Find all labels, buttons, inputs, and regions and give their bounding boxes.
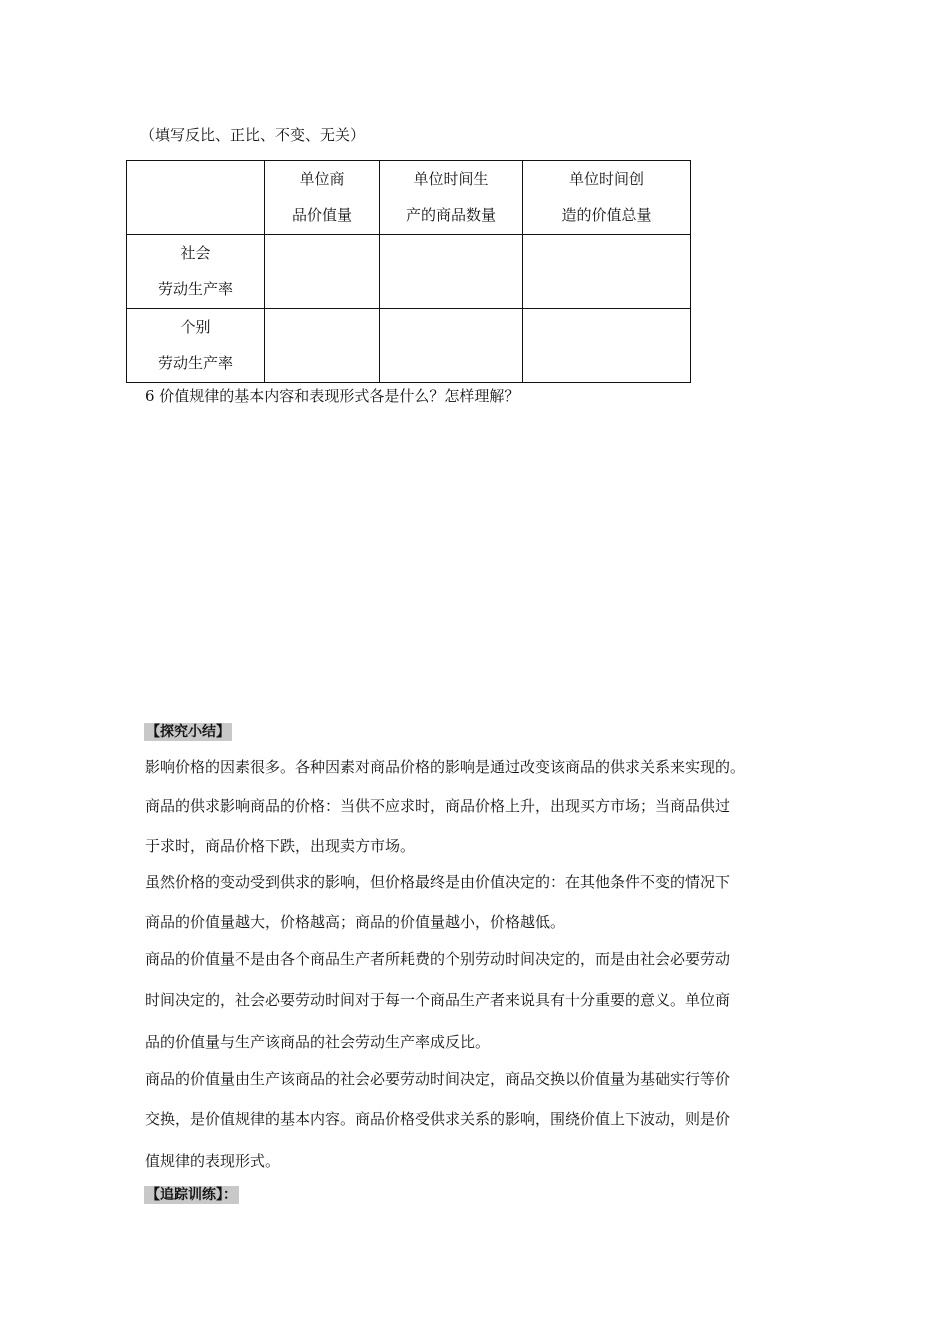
- summary-line: 影响价格的因素很多。各种因素对商品价格的影响是通过改变该商品的供求关系来实现的。: [145, 758, 746, 776]
- summary-line: 时间决定的，社会必要劳动时间对于每一个商品生产者来说具有十分重要的意义。单位商: [145, 991, 731, 1009]
- question-6: 6 价值规律的基本内容和表现形式各是什么？怎样理解？: [145, 387, 520, 405]
- header-text: 单位商: [299, 170, 345, 188]
- header-unit-time-quantity: [380, 161, 523, 235]
- table-corner-cell: [127, 161, 265, 235]
- summary-line: 商品的供求影响商品的价格：当供不应求时，商品价格上升，出现买方市场；当商品供过: [145, 797, 731, 815]
- row-label-text: 社会: [180, 244, 211, 262]
- summary-line: 于求时，商品价格下跌，出现卖方市场。: [145, 837, 416, 855]
- row-label-text: 个别: [180, 318, 211, 336]
- summary-line: 品的价值量与生产该商品的社会劳动生产率成反比。: [145, 1033, 491, 1051]
- table-header-row: [127, 161, 691, 235]
- summary-line: 虽然价格的变动受到供求的影响，但价格最终是由价值决定的：在其他条件不变的情况下: [145, 873, 731, 891]
- summary-line: 交换，是价值规律的基本内容。商品价格受供求关系的影响，围绕价值上下波动，则是价: [145, 1110, 731, 1128]
- productivity-table: [126, 160, 691, 383]
- header-unit-value: [265, 161, 380, 235]
- summary-line: 商品的价值量不是由各个商品生产者所耗费的个别劳动时间决定的，而是由社会必要劳动: [145, 950, 731, 968]
- summary-line: 值规律的表现形式。: [145, 1152, 281, 1170]
- table-row-social: [127, 235, 691, 309]
- header-text: 单位时间生: [413, 170, 489, 188]
- answer-cell[interactable]: [380, 235, 523, 309]
- header-unit-time-total-value: [523, 161, 691, 235]
- summary-line: 商品的价值量越大，价格越高；商品的价值量越小，价格越低。: [145, 913, 566, 931]
- row-label-text: 劳动生产率: [157, 354, 233, 372]
- tracking-heading: 【追踪训练】：: [146, 1187, 237, 1203]
- header-text: 单位时间创: [568, 170, 644, 188]
- header-text: 品价值量: [291, 206, 352, 224]
- header-text: 产的商品数量: [405, 206, 496, 224]
- answer-cell[interactable]: [523, 235, 691, 309]
- answer-cell[interactable]: [380, 309, 523, 383]
- answer-cell[interactable]: [523, 309, 691, 383]
- row-label-text: 劳动生产率: [157, 280, 233, 298]
- row-label-social: [127, 235, 265, 309]
- summary-heading: 【探究小结】: [146, 724, 230, 740]
- row-label-individual: [127, 309, 265, 383]
- summary-line: 商品的价值量由生产该商品的社会必要劳动时间决定，商品交换以价值量为基础实行等价: [145, 1070, 731, 1088]
- table-row-individual: [127, 309, 691, 383]
- answer-cell[interactable]: [265, 235, 380, 309]
- answer-cell[interactable]: [265, 309, 380, 383]
- header-text: 造的价值总量: [561, 206, 652, 224]
- fill-instruction: （填写反比、正比、不变、无关）: [140, 126, 366, 144]
